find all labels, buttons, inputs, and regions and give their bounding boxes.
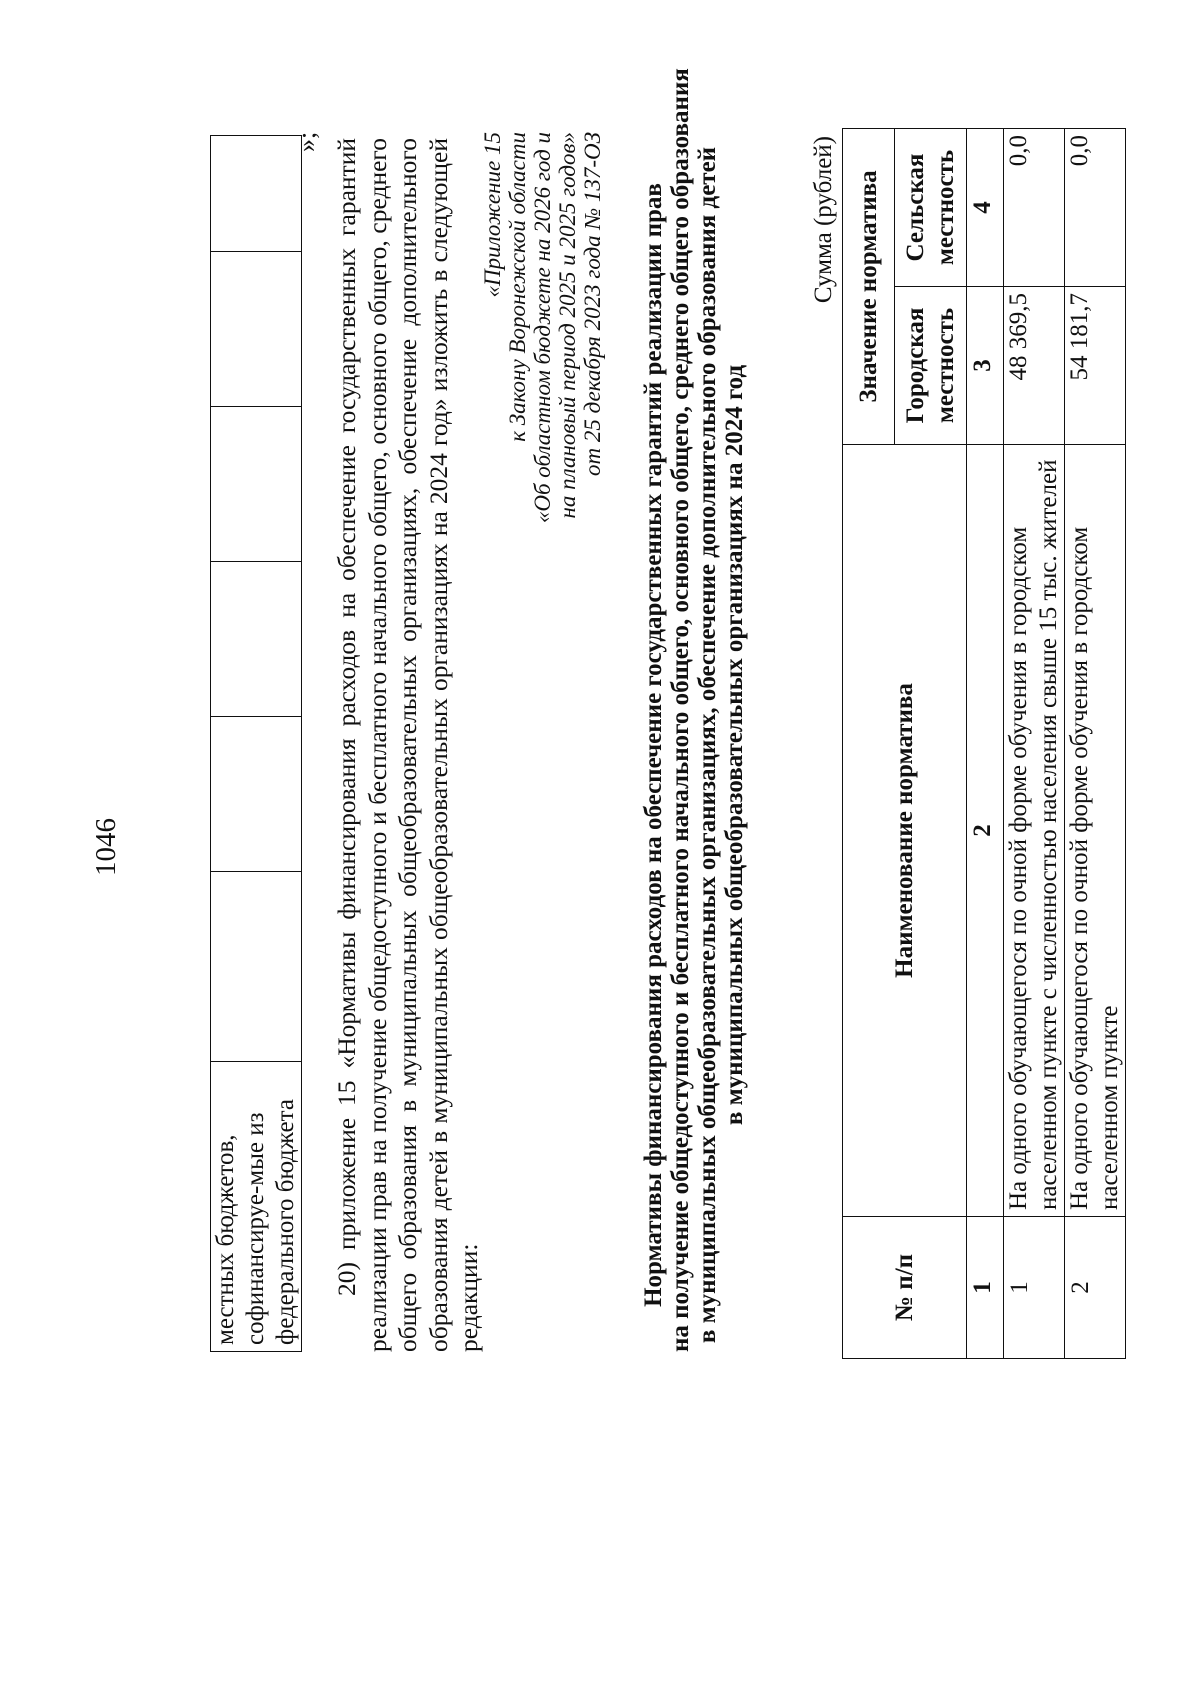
appendix-line: от 25 декабря 2023 года № 137-ОЗ bbox=[580, 132, 605, 477]
row-name: На одного обучающегося по очной форме обучения в городском населенном пункте bbox=[1065, 445, 1126, 1217]
column-number: 4 bbox=[967, 129, 1004, 287]
table-row bbox=[1065, 129, 1126, 1359]
table-fragment-text: местных бюджетов, софинансируе-мые из федерального бюджета bbox=[211, 1062, 302, 1352]
appendix-line: «Приложение 15 bbox=[480, 132, 505, 298]
page-number: 1046 bbox=[90, 818, 122, 876]
continued-table-fragment bbox=[210, 135, 302, 1352]
row-rural-value: 0,0 bbox=[1004, 129, 1065, 287]
row-urban-value: 54 181,7 bbox=[1065, 287, 1126, 445]
title-line: на получение общедоступного и бесплатного начального общего, основного общего, среднего общего образования bbox=[667, 68, 694, 1352]
amendment-paragraph bbox=[332, 138, 485, 1352]
appendix-line: «Об областном бюджете на 2026 год и bbox=[530, 132, 555, 524]
header-name: Наименование норматива bbox=[843, 445, 967, 1217]
amendment-text: 20) приложение 15 «Нормативы финансирования расходов на обеспечение государственных гарантий реализации прав на получение общедоступного и бесплатного начального общего, основного общего, среднего общего образования в муниципальных общеобразовательных организациях, обеспечение дополнительного образования детей в муниципальных общеобразовательных организациях на 2024 год» изложить в следующей редакции: bbox=[332, 138, 483, 1352]
closing-quote: »; bbox=[292, 131, 321, 152]
title-line: Нормативы финансирования расходов на обеспечение государственных гарантий реализации прав bbox=[640, 183, 667, 1307]
column-number: 2 bbox=[967, 445, 1004, 1217]
row-number: 2 bbox=[1065, 1217, 1126, 1359]
title-line: в муниципальных общеобразовательных организациях, обеспечение дополнительного образования детей bbox=[694, 146, 721, 1344]
row-rural-value: 0,0 bbox=[1065, 129, 1126, 287]
row-urban-value: 48 369,5 bbox=[1004, 287, 1065, 445]
title-line: в муниципальных общеобразовательных организациях на 2024 год bbox=[721, 364, 748, 1126]
table-row bbox=[1004, 129, 1065, 1359]
row-name: На одного обучающегося по очной форме обучения в городском населенном пункте с численностью населения свыше 15 тыс. жителей bbox=[1004, 445, 1065, 1217]
currency-unit: Сумма (рублей) bbox=[810, 136, 837, 304]
column-number-row bbox=[967, 129, 1004, 1359]
appendix-line: на плановый период 2025 и 2025 годов» bbox=[555, 132, 580, 519]
document-title bbox=[640, 68, 748, 1352]
row-number: 1 bbox=[1004, 1217, 1065, 1359]
column-number: 3 bbox=[967, 287, 1004, 445]
header-urban: Городская местность bbox=[895, 287, 967, 445]
appendix-reference bbox=[480, 132, 605, 632]
column-number: 1 bbox=[967, 1217, 1004, 1359]
header-rural: Сельская местность bbox=[895, 129, 967, 287]
normatives-table bbox=[842, 128, 1126, 1359]
appendix-line: к Закону Воронежской области bbox=[505, 132, 530, 442]
header-number: № п/п bbox=[843, 1217, 967, 1359]
header-value-group: Значение норматива bbox=[843, 129, 895, 445]
